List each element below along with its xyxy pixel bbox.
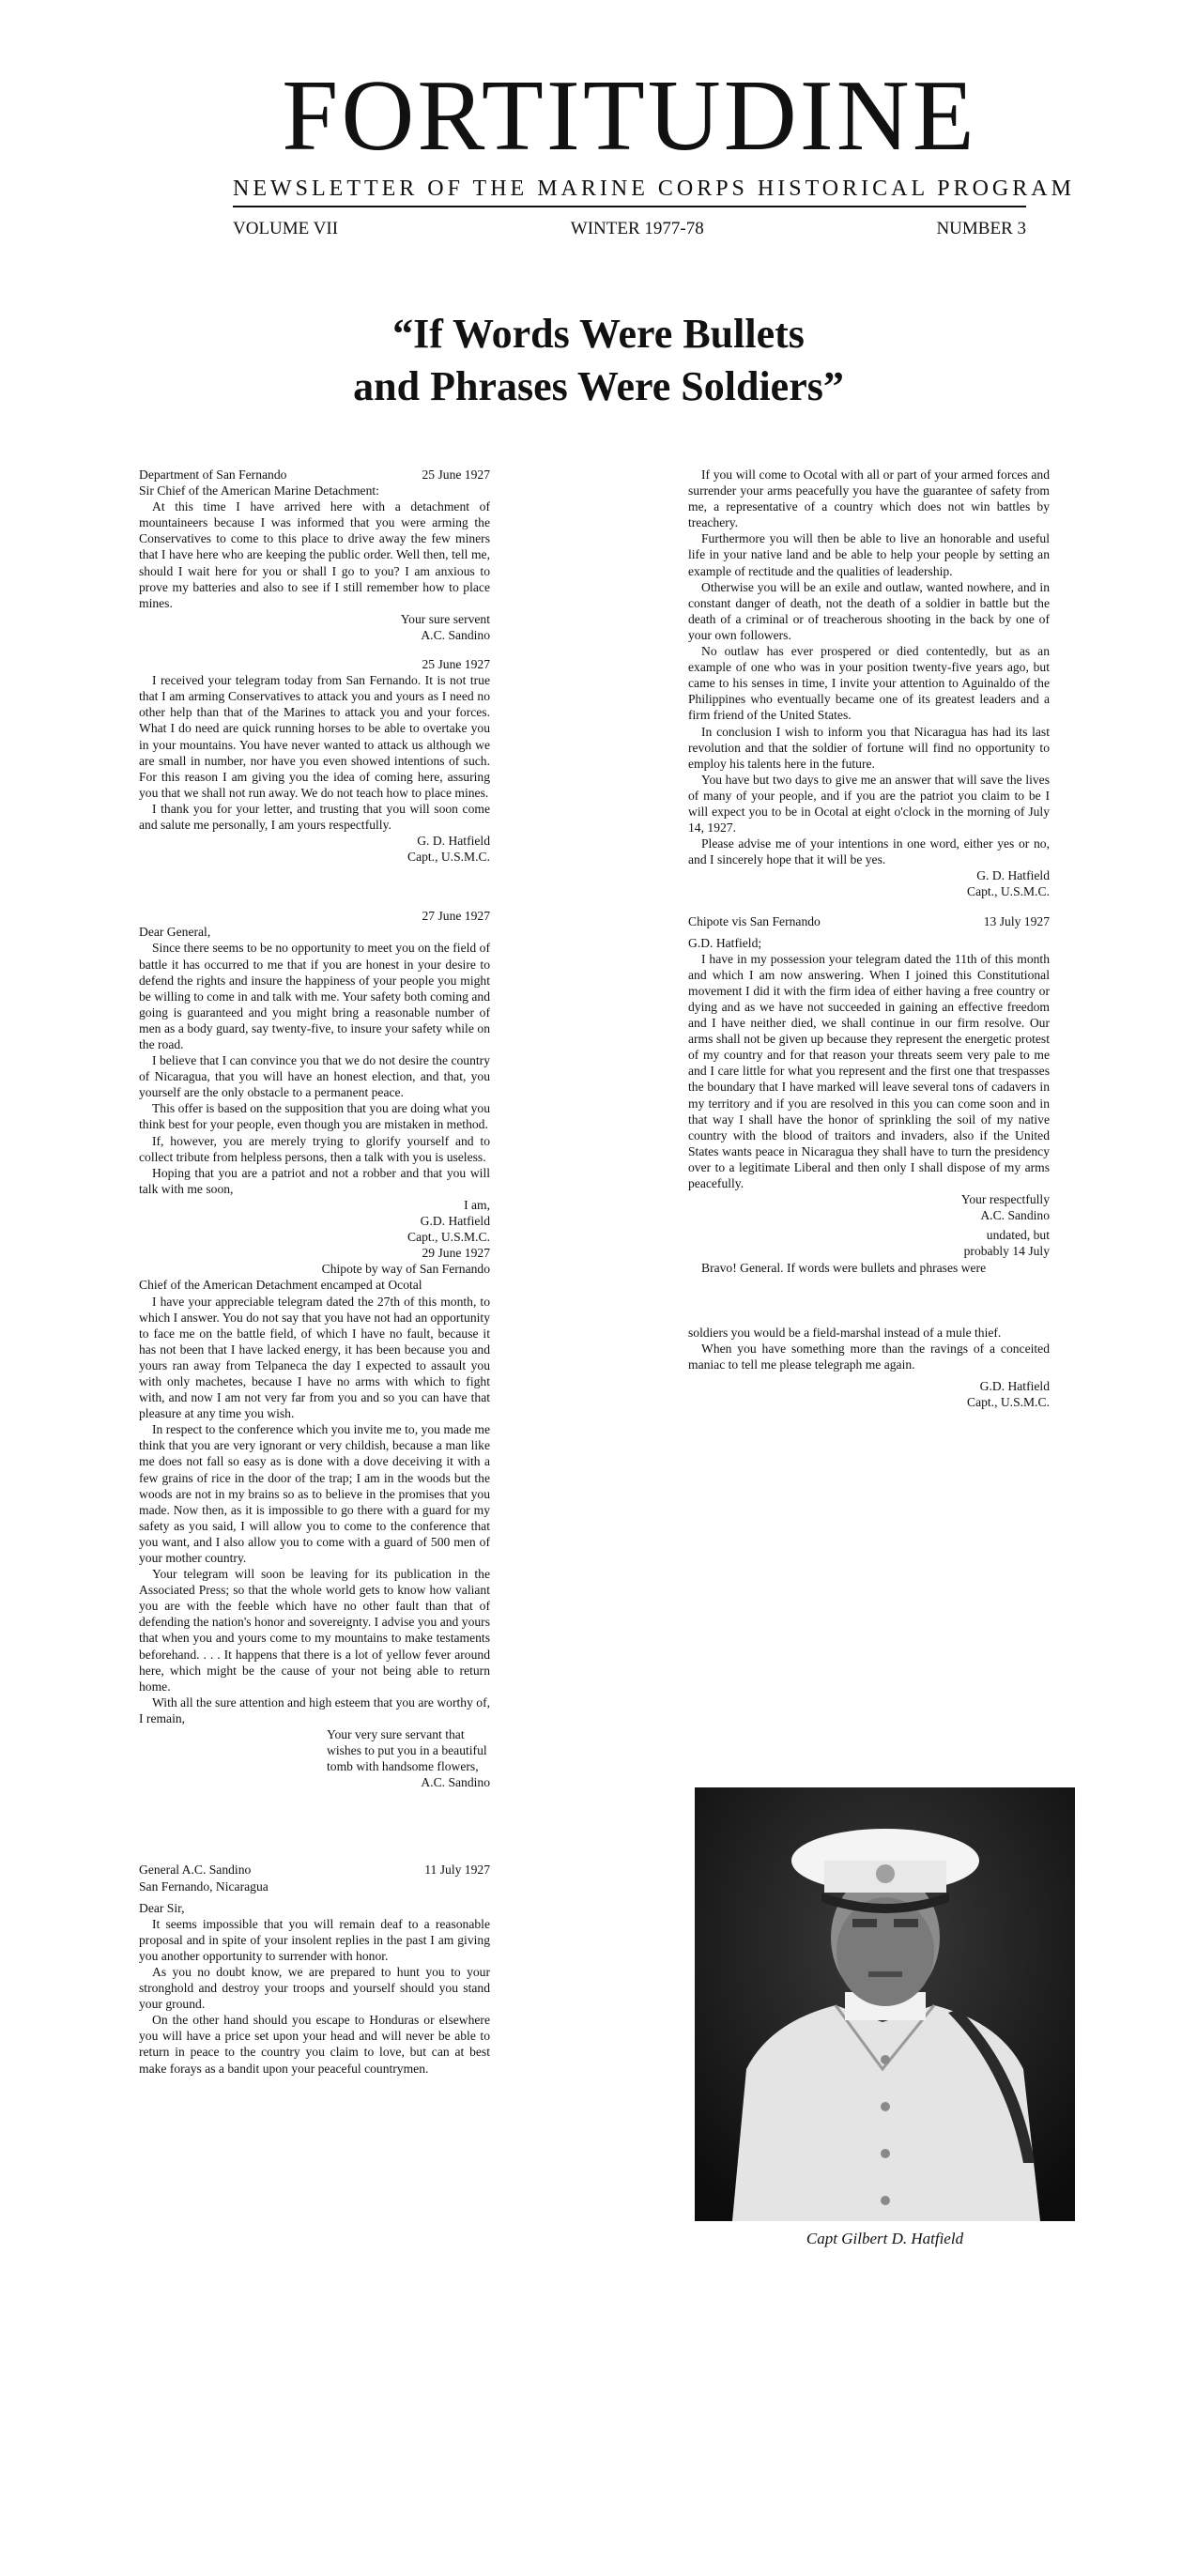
letter-signature: G.D. Hatfield [420, 1214, 490, 1229]
photo-caption: Capt Gilbert D. Hatfield [806, 2230, 964, 2247]
masthead-rule [233, 206, 1026, 207]
letter-paragraph: I received your telegram today from San Fernando. It is not true that I am arming Conservatives to attack you and yours as I need no other help than that of the Marines to attack you and your forces. What I do need are quick running horses to be able to overtake you in your mountains. You have never wanted to attack us although we are small in number, nor have you even showed intentions of such. For this reason I am giving you the idea of coming here, assuring you that we shall not run away. We do not teach how to place mines. [139, 673, 490, 800]
letter-closing: Your respectfully [960, 1192, 1050, 1207]
letter-paragraph: In respect to the conference which you invite me to, you made me think that you are very ignorant or very childish, because a man like me does not fall so easy as is done with a dove deceiving it with a few grains of rice in the door of the trap; I am in the woods but the woods are not in my brains so as to believe in the promises that you made. Now then, as it is impossible to go there with a guard for my safety as you said, I will allow you to come to the conference that you want, and I also allow you to come with a guard of 500 men of your mother country. [139, 1422, 490, 1565]
letter-paragraph: Otherwise you will be an exile and outlaw, wanted nowhere, and in constant danger of death, not the death of a soldier in battle but the death of a criminal or of treacherous shooting in the back by one of your own followers. [688, 579, 1050, 642]
letter-paragraph: You have but two days to give me an answer that will save the lives of many of your people, and if you are the patriot you claim to be I will expect you to be in Ocotal at eight o'clock in the morning of July 14, 1927. [688, 772, 1050, 836]
letter-paragraph: I believe that I can convince you that we do not desire the country of Nicaragua, that you will have an honest election, and that, you yourself are the only obstacle to a permanent peace. [139, 1053, 490, 1100]
article-headline [282, 308, 915, 413]
letter-salutation: Chief of the American Detachment encamped at Ocotal [139, 1278, 422, 1293]
marine-officer-portrait-image [695, 1787, 1075, 2221]
letter-header [139, 1862, 490, 1878]
letter-paragraph: Since there seems to be no opportunity to meet you on the field of battle it has occurred to me that if you are honest in your desire to defend the rights and insure the happiness of your people you might be willing to come in and talk with me. Your safety both coming and going is guaranteed and you might bring a reasonable number of men as a body guard, say twenty-five, to insure your safety while on the road. [139, 941, 490, 1051]
letter-signature: A.C. Sandino [421, 627, 490, 642]
letter-paragraph: As you no doubt know, we are prepared to hunt you to your stronghold and destroy your troops and yourself should you stand your ground. [139, 1964, 490, 2012]
spacer [139, 865, 490, 908]
letter-recipient: General A.C. Sandino [139, 1863, 252, 1878]
letter-signoff [688, 1191, 1050, 1223]
letter-salutation: Dear Sir, [139, 1900, 185, 1915]
letter-4 [139, 1245, 490, 1790]
letter-header [688, 913, 1050, 929]
letter-paragraph: I have in my possession your telegram dated the 11th of this month and which I am now answering. When I joined this Constitutional movement I did it with the firm idea of either having a free country or dying and as we have not succeeded in gaining an effective freedom and I have neither died, we shall continue in our firm resolve. Our arms shall not be given up because they represent the energetic protest of my country and for that reason your threats seem very pale to me and I care little for what you represent and the first one that trespasses the boundary that I have marked will leave several tons of cadavers in my territory and if you are resolved in this you can come soon and in that way I shall have the honor of sprinkling the soil of my native country with the blood of traitors and invaders, also if the United States wants peace in Nicaragua they shall have to turn the presidency over to a legitimate Liberal and then only I shall dispose of my arms peacefully. [688, 951, 1050, 1191]
masthead [233, 60, 1075, 239]
letter-paragraph: Please advise me of your intentions in one word, either yes or no, and I sincerely hope that it will be yes. [688, 836, 1050, 867]
issue-date: WINTER 1977-78 [570, 219, 704, 238]
letter-salutation: G.D. Hatfield; [688, 935, 762, 950]
headline-line-1: “If Words Were Bullets [392, 311, 805, 357]
letter-closing: Your very sure servant that wishes to put you in a beautiful tomb with handsome flowers, [327, 1727, 487, 1774]
letter-paragraph: Furthermore you will then be able to live an honorable and useful life in your native land and be able to help your people by setting an example of rectitude and the qualities of leadership. [688, 531, 1050, 578]
letter-rank: Capt., U.S.M.C. [407, 1230, 490, 1245]
letter-origin: Chipote vis San Fernando [688, 913, 821, 928]
headline-line-2: and Phrases Were Soldiers” [353, 363, 844, 409]
letter-paragraph: I thank you for your letter, and trusting that you will soon come and salute me personally, I am yours respectfully. [139, 801, 490, 832]
letter-date: 27 June 1927 [422, 909, 490, 924]
letter-salutation: Dear General, [139, 925, 211, 940]
letter-paragraph: Bravo! General. If words were bullets and phrases were [701, 1260, 987, 1275]
letter-date: 25 June 1927 [422, 468, 490, 482]
letter-signoff [139, 1774, 490, 1790]
letter-1 [139, 467, 490, 643]
letter-date: 13 July 1927 [983, 913, 1050, 928]
letter-2 [139, 656, 490, 865]
letter-signoff [688, 867, 1050, 899]
letter-signature: A.C. Sandino [421, 1775, 490, 1790]
letter-paragraph: No outlaw has ever prospered or died contentedly, but as an example of one who was in your position twenty-five years ago, but came to his senses in time, I invite your attention to Aguinaldo of the Philippines who eventually became one of its greatest leaders and a firm friend of the United States. [688, 644, 1050, 723]
letter-paragraph: This offer is based on the supposition that you are doing what you think best for your people, even though you are mistaken in method. [139, 1101, 490, 1132]
letter-salutation: Sir Chief of the American Marine Detachment: [139, 483, 379, 498]
letter-origin: Chipote by way of San Fernando [321, 1262, 490, 1277]
letter-paragraph: Hoping that you are a patriot and not a robber and that you will talk with me soon, [139, 1165, 490, 1196]
letter-rank: Capt., U.S.M.C. [967, 1394, 1050, 1409]
portrait-photo [695, 1787, 1075, 2221]
letter-date: 25 June 1927 [422, 657, 490, 672]
letter-closing: Your sure servent [400, 611, 490, 626]
issue-number: NUMBER 3 [936, 219, 1026, 238]
issue-info [233, 219, 1026, 239]
spacer [688, 900, 1050, 913]
volume-label: VOLUME VII [233, 219, 339, 238]
spacer [139, 1790, 490, 1862]
letter-7 [688, 1227, 1050, 1410]
letter-closing: I am, [464, 1197, 490, 1212]
letter-signoff [139, 833, 490, 865]
letter-paragraph: I have your appreciable telegram dated the 27th of this month, to which I answer. You do not say that you have not had an opportunity to face me on the battle field, of which I have no fault, because it has not been that I have lacked energy, it has been because you and yours ran away from Telpaneca the day I expected to assault you with only machetes, because I have no arms with which to fight with, and now I am not very far from you and so you can have that pleasure at any time you wish. [139, 1294, 490, 1421]
letter-date-note: probably 14 July [963, 1244, 1050, 1259]
letter-paragraph-continued: soldiers you would be a field-marshal instead of a mule thief. [688, 1325, 1002, 1340]
letter-origin: Department of San Fernando [139, 468, 287, 482]
letter-paragraph: It seems impossible that you will remain deaf to a reasonable proposal and in spite of your insolent replies in the past I am giving you another opportunity to surrender with honor. [139, 1916, 490, 1963]
letter-rank: Capt., U.S.M.C. [407, 850, 490, 865]
letter-date: 29 June 1927 [422, 1246, 490, 1261]
newsletter-title: FORTITUDINE [282, 60, 977, 172]
letter-paragraph: If you will come to Ocotal with all or part of your armed forces and surrender your arms peacefully you have the guarantee of safety from me, a representative of a country which does not win battles by treachery. [688, 468, 1050, 530]
letter-6 [688, 913, 1050, 1224]
article-column-left [139, 467, 490, 2077]
letter-paragraph: Your telegram will soon be leaving for its publication in the Associated Press; so that the whole world gets to know how valiant you are with the feeble which have no other fault than that of defending the nation's honor and sovereignty. I advise you and yours that when you and yours come to my mountains to make testaments beforehand. . . . It happens that there is a lot of yellow fever around here, which might be the cause of your not being able to return home. [139, 1567, 490, 1694]
letter-signoff [139, 1197, 490, 1245]
spacer [139, 643, 490, 656]
letter-signature: G. D. Hatfield [417, 834, 490, 849]
letter-paragraph: At this time I have arrived here with a detachment of mountaineers because I was informed that you were arming the Conservatives to come to this place to drive away the few miners that I have here who are keeping the public order. Well then, tell me, should I wait here for you or shall I go to you? I am anxious to prove my batteries and also to see if I still remember how to place mines. [139, 499, 490, 610]
letter-signature: G.D. Hatfield [979, 1378, 1050, 1393]
letter-signoff [139, 611, 490, 643]
newsletter-subtitle: NEWSLETTER OF THE MARINE CORPS HISTORICAL PROGRAM [233, 176, 1075, 201]
spacer [688, 1276, 1050, 1325]
letter-5-continued [688, 467, 1050, 900]
letter-paragraph: If, however, you are merely trying to glorify yourself and to collect tribute from helpless persons, then a talk with you is useless. [139, 1133, 490, 1164]
letter-paragraph: On the other hand should you escape to Honduras or elsewhere you will have a price set upon your head and will never be able to return in peace to the country you claim to love, but can at best make forays as a bandit upon your peaceful countrymen. [139, 2013, 490, 2076]
letter-signoff [688, 1378, 1050, 1410]
letter-recipient-place: San Fernando, Nicaragua [139, 1878, 269, 1894]
letter-signature: G. D. Hatfield [976, 868, 1050, 883]
letter-5 [139, 1862, 490, 2076]
letter-paragraph: In conclusion I wish to inform you that Nicaragua has had its last revolution and that the soldier of fortune will find no opportunity to employ his talents here in the future. [688, 724, 1050, 771]
letter-paragraph: When you have something more than the ravings of a conceited maniac to tell me please telegraph me again. [688, 1341, 1050, 1372]
letter-header [139, 467, 490, 483]
article-column-right [688, 467, 1050, 1410]
letter-paragraph: With all the sure attention and high esteem that you are worthy of, I remain, [139, 1694, 490, 1725]
letter-date: undated, but [986, 1228, 1050, 1243]
letter-date: 11 July 1927 [424, 1863, 490, 1878]
letter-signature: A.C. Sandino [980, 1208, 1050, 1223]
letter-rank: Capt., U.S.M.C. [967, 884, 1050, 899]
letter-3 [139, 908, 490, 1245]
